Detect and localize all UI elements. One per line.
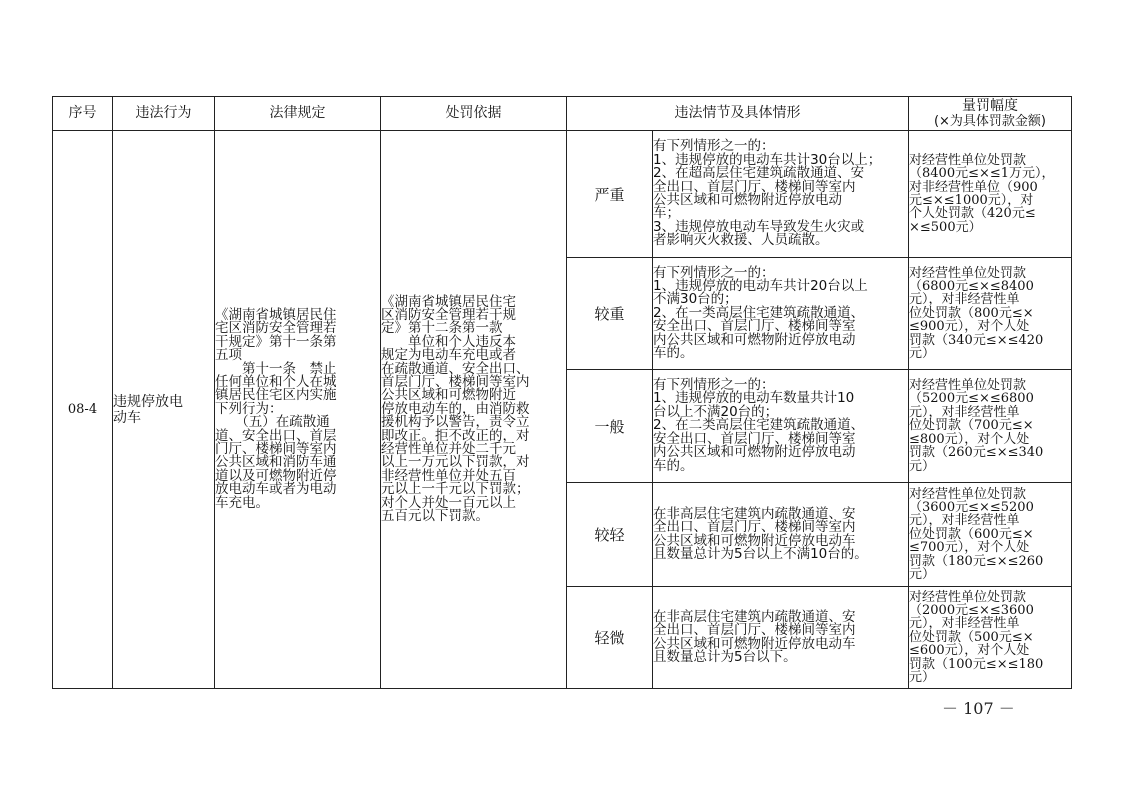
amount-text-line: 个人处罚款（420元≤ (909, 206, 1036, 222)
details-text-line: 台以上不满20台的； (653, 403, 779, 420)
amount-text-line: 位处罚款（700元≤× (909, 418, 1034, 434)
details-text-line: 有下列情形之一的： (653, 377, 775, 394)
details-text-line: 1、违规停放的电动车共计30台以上； (653, 151, 882, 168)
details-cell (653, 131, 909, 258)
basis-text-line: 停放电动车的，由消防救 (381, 400, 530, 417)
details-text-line: 公共区域和可燃物附近停放电动车 (653, 635, 856, 652)
details-text-line: 全出口、首层门厅、楼梯间等室内 (653, 622, 856, 639)
amount-text-line: 罚款（100元≤×≤180 (909, 656, 1044, 672)
basis-text-line: 经营性单位并处二千元 (381, 441, 516, 458)
amount-text-line: 元） (909, 458, 936, 474)
amount-text-line: （6800元≤×≤8400 (909, 278, 1034, 294)
header-behavior: 违法行为 (113, 97, 215, 131)
header-circumstances: 违法情节及具体情形 (567, 97, 909, 131)
details-text-line: 2、在二类高层住宅建筑疏散通道、 (653, 417, 865, 434)
details-text-line: 车的。 (653, 457, 694, 474)
details-text-line: 不满30台的； (653, 291, 738, 308)
details-text-line: 2、在超高层住宅建筑疏散通道、安 (653, 165, 865, 182)
level-cell: 严重 (567, 131, 653, 258)
amount-cell (909, 587, 1072, 689)
law-text-line: 《湖南省城镇居民住 (215, 306, 337, 323)
details-text-line: 者影响灭火救援、人员疏散。 (653, 232, 829, 249)
level-cell: 一般 (567, 370, 653, 483)
amount-text-line: 对经营性单位处罚款 (909, 378, 1027, 394)
law-text-line: 第十一条 禁止 (215, 360, 337, 377)
amount-text-line: 位处罚款（600元≤× (909, 526, 1034, 542)
amount-text-line: 元），对非经营性单 (909, 513, 1020, 529)
details-cell (653, 258, 909, 370)
header-basis: 处罚依据 (381, 97, 567, 131)
basis-text-line: 五百元以下罚款。 (381, 508, 489, 525)
amount-text-line: 元） (909, 567, 936, 583)
law-cell (215, 131, 381, 689)
amount-text-line: （8400元≤×≤1万元）， (909, 166, 1055, 182)
header-row (53, 97, 1072, 131)
amount-text-line: 罚款（180元≤×≤260 (909, 553, 1044, 569)
law-text-line: 任何单位和个人在城 (215, 373, 337, 390)
details-text-line: 在非高层住宅建筑内疏散通道、安 (653, 505, 856, 522)
behavior-line: 动车 (113, 409, 141, 426)
basis-cell (381, 131, 567, 689)
details-text-line: 内公共区域和可燃物附近停放电动 (653, 444, 856, 461)
details-text-line: 内公共区域和可燃物附近停放电动 (653, 331, 856, 348)
amount-text-line: 元≤×≤1000元），对 (909, 193, 1034, 208)
law-text-line: 宅区消防安全管理若 (215, 320, 337, 337)
details-text-line: 公共区域和可燃物附近停放电动 (653, 192, 842, 208)
table-row (53, 131, 1072, 258)
amount-text-line: 位处罚款（500元≤× (909, 629, 1034, 645)
law-text-line: 道、安全出口、首层 (215, 427, 337, 444)
header-law: 法律规定 (215, 97, 381, 131)
details-text-line: 车的。 (653, 345, 694, 362)
amount-text-line: 元），对非经营性单 (909, 616, 1020, 632)
law-text-line: 道以及可燃物附近停 (215, 467, 337, 484)
details-text-line: 在非高层住宅建筑内疏散通道、安 (653, 608, 856, 625)
amount-text-line: 元），对非经营性单 (909, 404, 1020, 420)
seq-cell: 08-4 (53, 131, 113, 689)
details-text-line: 安全出口、首层门厅、楼梯间等室 (653, 318, 856, 335)
amount-text-line: ≤700元），对个人处 (909, 540, 1030, 556)
amount-text-line: 罚款（340元≤×≤420 (909, 332, 1044, 348)
details-text-line: 车； (653, 205, 680, 222)
header-range (909, 97, 1072, 131)
details-text-line: 3、违规停放电动车导致发生火灾或 (653, 218, 865, 235)
basis-text-line: 规定为电动车充电或者 (381, 347, 516, 364)
basis-text-line: 即改正。拒不改正的，对 (381, 427, 530, 444)
basis-text-line: 定》第十二条第一款 (381, 320, 503, 337)
header-range-subtitle: (×为具体罚款金额) (933, 113, 1047, 129)
law-text-line: 车充电。 (215, 494, 269, 511)
law-text-line: 公共区域和消防车通 (215, 454, 337, 471)
basis-text-line: 非经营性单位并处五百 (381, 467, 516, 484)
penalty-standard-table (52, 96, 1072, 689)
amount-cell (909, 258, 1072, 370)
basis-text-line: 元以上一千元以下罚款； (381, 481, 530, 498)
details-text-line: 有下列情形之一的： (653, 264, 775, 281)
header-seq: 序号 (53, 97, 113, 131)
details-cell (653, 370, 909, 483)
amount-text-line: 元） (909, 670, 936, 686)
law-text-line: 干规定》第十一条第 (215, 333, 337, 350)
amount-cell (909, 370, 1072, 483)
law-text-line: 门厅、楼梯间等室内 (215, 441, 337, 458)
details-text-line: 全出口、首层门厅、楼梯间等室内 (653, 178, 856, 195)
amount-text-line: 位处罚款（800元≤× (909, 305, 1034, 321)
details-text-line: 1、违规停放的电动车数量共计10 (653, 390, 855, 407)
amount-text-line: 罚款（260元≤×≤340 (909, 445, 1044, 461)
details-text-line: 且数量总计为5台以上不满10台的。 (653, 545, 868, 562)
amount-text-line: 对经营性单位处罚款 (909, 589, 1027, 605)
amount-text-line: （3600元≤×≤5200 (909, 499, 1034, 515)
basis-text-line: 《湖南省城镇居民住宅 (381, 293, 516, 310)
behavior-line: 违规停放电 (113, 393, 183, 410)
header-range-title: 量罚幅度 (962, 97, 1018, 114)
details-text-line: 1、违规停放的电动车共计20台以上 (653, 277, 868, 294)
amount-cell (909, 483, 1072, 587)
amount-cell (909, 131, 1072, 258)
details-text-line: 有下列情形之一的： (653, 138, 775, 155)
amount-text-line: ≤900元），对个人处 (909, 319, 1030, 335)
law-text-line: 镇居民住宅区内实施 (215, 387, 337, 404)
level-cell: 轻微 (567, 587, 653, 689)
law-text-line: 下列行为： (215, 400, 283, 417)
behavior-cell (113, 131, 215, 689)
details-cell (653, 483, 909, 587)
amount-text-line: 对经营性单位处罚款 (909, 265, 1027, 281)
law-text-line: 放电动车或者为电动 (215, 481, 337, 498)
law-text-line: 五项 (215, 347, 242, 364)
amount-text-line: ≤800元），对个人处 (909, 431, 1030, 447)
details-text-line: 且数量总计为5台以下。 (653, 648, 797, 665)
amount-text-line: （2000元≤×≤3600 (909, 602, 1034, 618)
amount-text-line: ≤600元），对个人处 (909, 643, 1030, 659)
details-text-line: 公共区域和可燃物附近停放电动车 (653, 532, 856, 549)
details-text-line: 全出口、首层门厅、楼梯间等室内 (653, 519, 856, 536)
basis-text-line: 援机构予以警告，责令立 (381, 414, 530, 431)
amount-text-line: （5200元≤×≤6800 (909, 391, 1034, 407)
amount-text-line: 对非经营性单位（900 (909, 179, 1038, 195)
basis-text-line: 以上一万元以下罚款，对 (381, 454, 530, 471)
amount-text-line: 元），对非经营性单 (909, 292, 1020, 308)
details-text-line: 安全出口、首层门厅、楼梯间等室 (653, 430, 856, 447)
basis-text-line: 首层门厅、楼梯间等室内 (381, 373, 530, 390)
basis-text-line: 公共区域和可燃物附近 (381, 387, 516, 404)
amount-text-line: 对经营性单位处罚款 (909, 486, 1027, 502)
law-text-line: （五）在疏散通 (215, 414, 330, 431)
amount-text-line: 元） (909, 346, 936, 362)
page-number: － 107 － (942, 699, 1015, 718)
basis-text-line: 对个人并处一百元以上 (381, 494, 516, 511)
basis-text-line: 单位和个人违反本 (381, 333, 516, 350)
amount-text-line: ×≤500元） (909, 219, 982, 235)
basis-text-line: 在疏散通道、安全出口、 (381, 360, 530, 377)
level-cell: 较重 (567, 258, 653, 370)
amount-text-line: 对经营性单位处罚款 (909, 152, 1027, 168)
level-cell: 较轻 (567, 483, 653, 587)
basis-text-line: 区消防安全管理若干规 (381, 306, 516, 323)
details-cell (653, 587, 909, 689)
details-text-line: 2、在一类高层住宅建筑疏散通道、 (653, 304, 865, 321)
